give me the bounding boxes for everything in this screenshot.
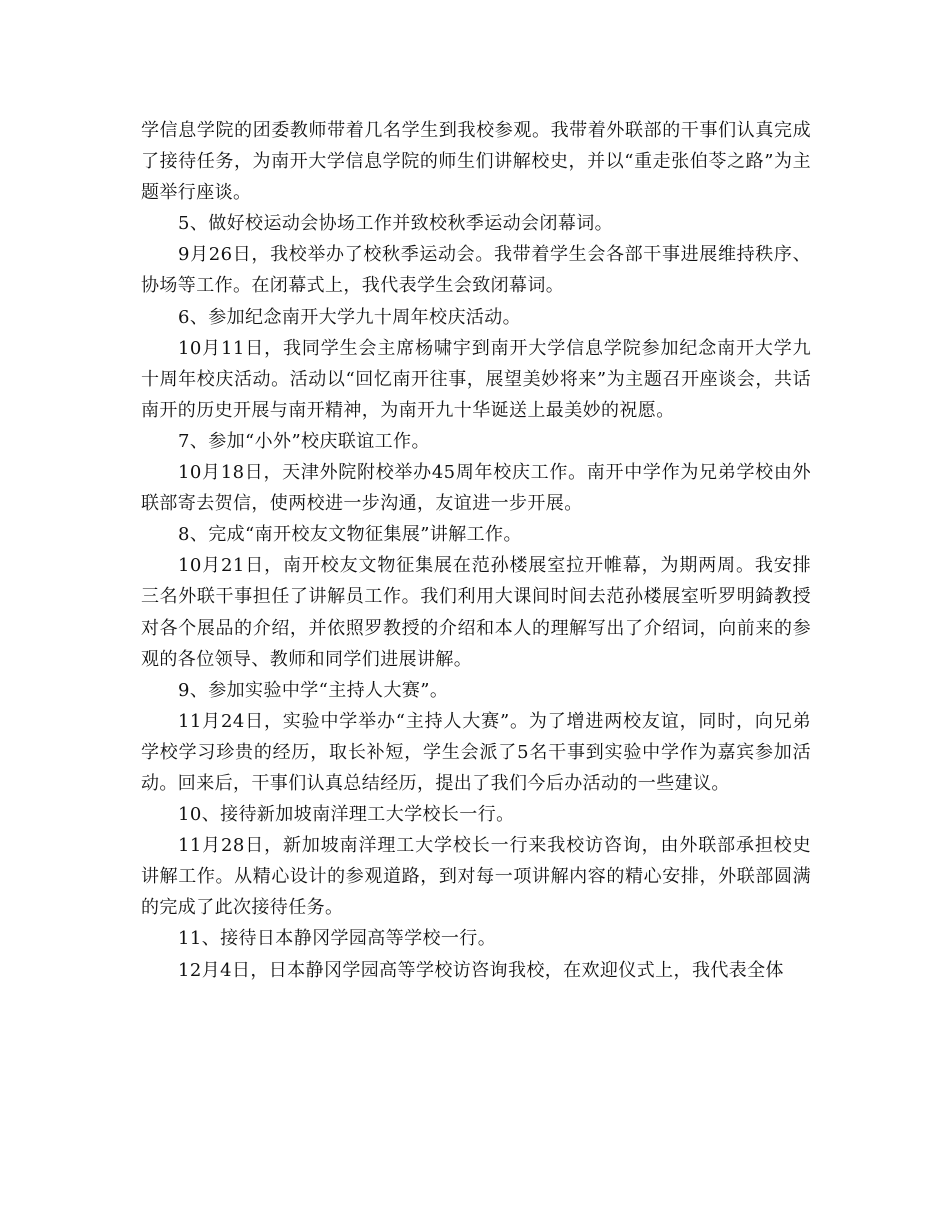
paragraph-exhibition: 10月21日，南开校友文物征集展在范孙楼展室拉开帷幕，为期两周。我安排三名外联干事担任了讲解员工作。我们利用大课间时间去范孙楼展室听罗明錡教授对各个展品的介绍，并依照罗教授的介绍和本人的理解写出了介绍词，向前来的参观的各位领导、教师和同学们进展讲解。 <box>141 555 811 670</box>
section-heading-10: 10、接待新加坡南洋理工大学校长一行。 <box>178 804 515 826</box>
section-heading-7: 7、参加“小外”校庆联谊工作。 <box>178 430 430 452</box>
paragraph-continuation: 学信息学院的团委教师带着几名学生到我校参观。我带着外联部的干事们认真完成了接待任务，为南开大学信息学院的师生们讲解校史，并以“重走张伯苓之路”为主题举行座谈。 <box>141 120 811 204</box>
paragraph-host-contest: 11月24日，实验中学举办“主持人大赛”。为了增进两校友谊，同时，向兄弟学校学习珍贵的经历，取长补短，学生会派了5名干事到实验中学作为嘉宾参加活动。回来后，干事们认真总结经历，提出了我们今后办活动的一些建议。 <box>141 710 811 794</box>
paragraph-friendship: 10月18日，天津外院附校举办45周年校庆工作。南开中学作为兄弟学校由外联部寄去贺信，使两校进一步沟通，友谊进一步开展。 <box>141 462 811 515</box>
paragraph-sports-meet: 9月26日，我校举办了校秋季运动会。我带着学生会各部干事进展维持秩序、协场等工作。在闭幕式上，我代表学生会致闭幕词。 <box>141 244 811 297</box>
paragraph-singapore-visit: 11月28日，新加坡南洋理工大学校长一行来我校访咨询，由外联部承担校史讲解工作。从精心设计的参观道路，到对每一项讲解内容的精心安排，外联部圆满的完成了此次接待任务。 <box>141 835 811 919</box>
section-heading-5: 5、做好校运动会协场工作并致校秋季运动会闭幕词。 <box>178 213 614 235</box>
section-heading-6: 6、参加纪念南开大学九十周年校庆活动。 <box>178 306 522 328</box>
section-heading-9: 9、参加实验中学“主持人大赛”。 <box>178 679 449 701</box>
section-heading-8: 8、完成“南开校友文物征集展”讲解工作。 <box>178 524 522 546</box>
document-body <box>141 115 811 986</box>
paragraph-anniversary: 10月11日，我同学生会主席杨啸宇到南开大学信息学院参加纪念南开大学九十周年校庆活动。活动以“回忆南开往事，展望美妙将来”为主题召开座谈会，共话南开的历史开展与南开精神，为南开九十华诞送上最美妙的祝愿。 <box>141 337 811 421</box>
section-heading-11: 11、接待日本静冈学园高等学校一行。 <box>178 928 497 950</box>
paragraph-japan-visit: 12月4日，日本静冈学园高等学校访咨询我校，在欢迎仪式上，我代表全体 <box>178 959 784 981</box>
